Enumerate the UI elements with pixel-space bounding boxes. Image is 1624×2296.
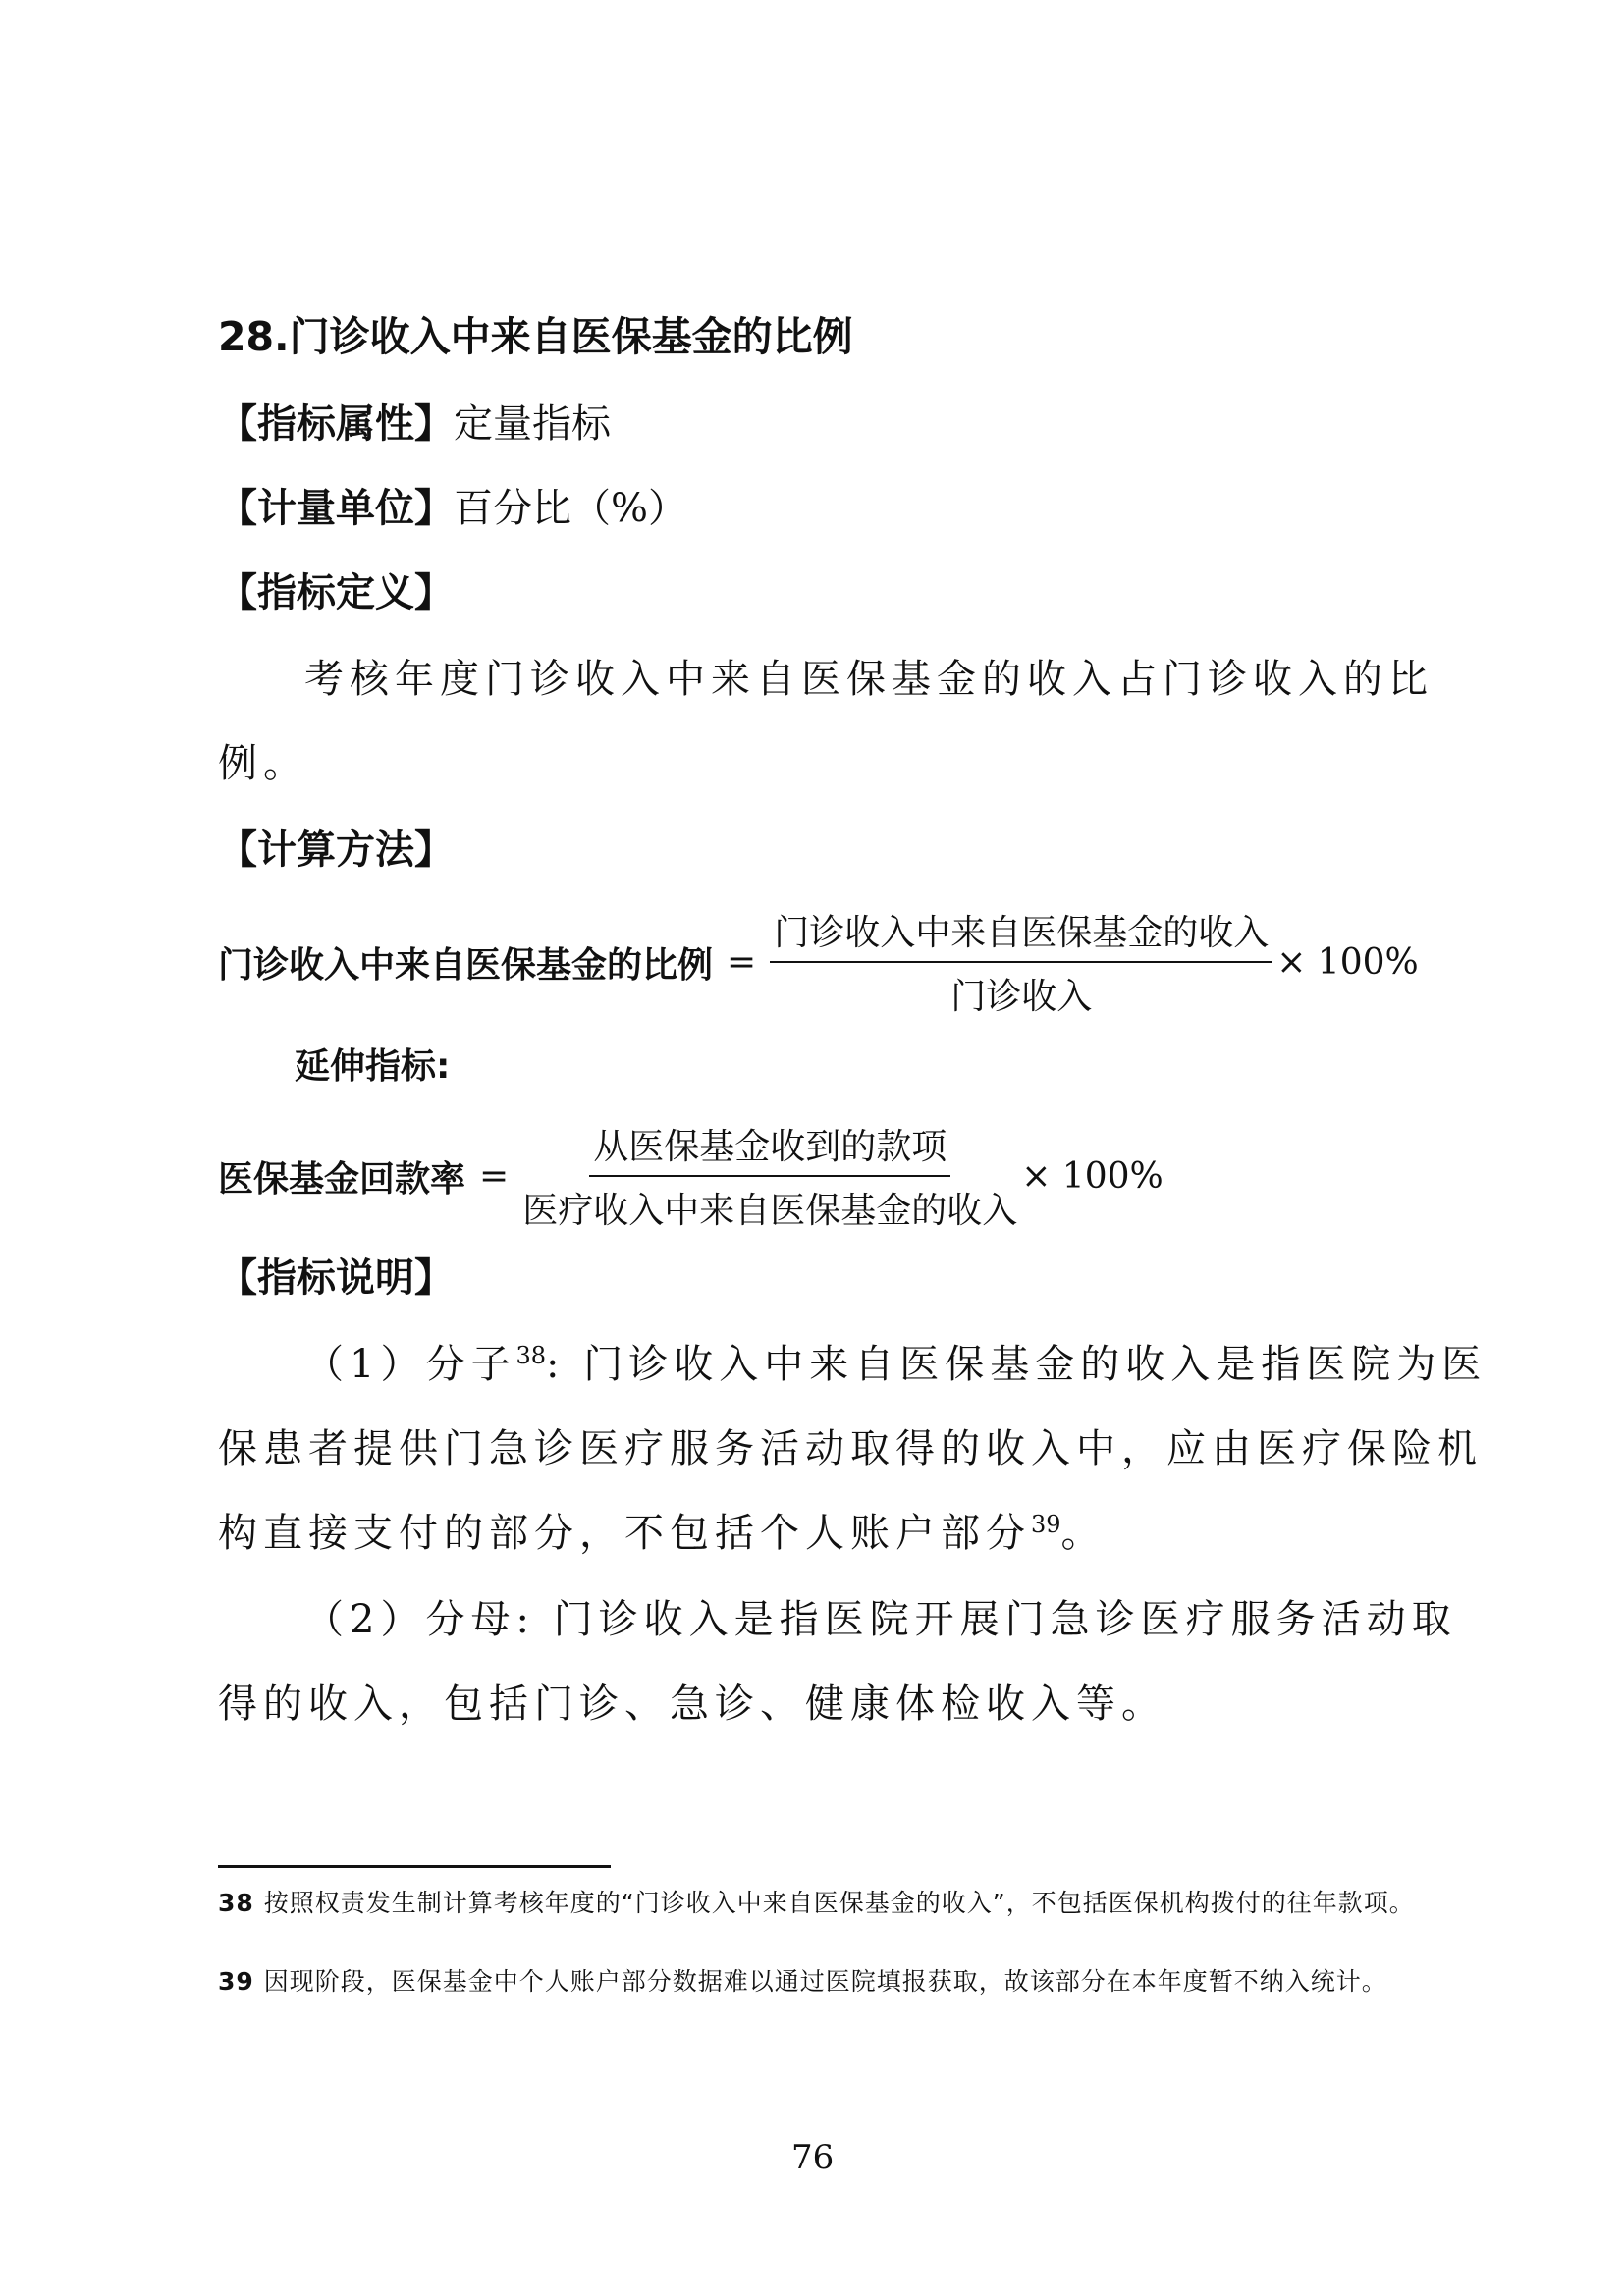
footnote-38-number: 38 <box>218 1889 254 1917</box>
footnote-39 <box>218 1963 1426 2000</box>
formula2-numerator: 从医保基金收到的款项 <box>589 1119 950 1177</box>
attribute-value: 定量指标 <box>454 401 611 447</box>
formula1-name: 门诊收入中来自医保基金的比例 <box>218 944 714 986</box>
formula-outpatient-ratio <box>218 905 1419 1019</box>
p1-line3-end: 。 <box>1060 1511 1107 1556</box>
footnote-ref-39: 39 <box>1031 1511 1061 1538</box>
definition-text-line-1: 考核年度门诊收入中来自医保基金的收入占门诊收入的比 <box>304 657 1434 702</box>
numerator-text: : 门诊收入中来自医保基金的收入是指医院为医 <box>546 1342 1488 1387</box>
explanation-p1-line-2: 保患者提供门急诊医疗服务活动取得的收入中，应由医疗保险机 <box>218 1426 1483 1471</box>
explanation-label: 【指标说明】 <box>218 1255 454 1301</box>
formula2-name: 医保基金回款率 <box>218 1158 466 1200</box>
explanation-p2-line-1: （2）分母: 门诊收入是指医院开展门急诊医疗服务活动取 <box>304 1597 1457 1642</box>
formula2-fraction <box>522 1119 1017 1233</box>
numerator-heading: （1）分子 <box>304 1342 516 1387</box>
formula1-equals: = <box>727 941 757 983</box>
explanation-p1-line-3 <box>218 1502 1107 1558</box>
definition-label: 【指标定义】 <box>218 570 454 615</box>
section-title: 28.门诊收入中来自医保基金的比例 <box>218 313 853 360</box>
formula1-denominator: 门诊收入 <box>950 977 1093 1017</box>
attribute-line <box>218 393 611 449</box>
p1-line3-text: 构直接支付的部分，不包括个人账户部分 <box>218 1511 1031 1556</box>
unit-label: 【计量单位】 <box>218 486 454 531</box>
formula-repayment-rate <box>218 1119 1164 1233</box>
definition-text-line-2: 例。 <box>218 741 308 786</box>
footnote-38-text: 按照权责发生制计算考核年度的“门诊收入中来自医保基金的收入”，不包括医保机构拨付的往年款项。 <box>263 1889 1415 1917</box>
definition-label-line <box>218 561 454 617</box>
formula2-denominator: 医疗收入中来自医保基金的收入 <box>522 1191 1018 1231</box>
unit-line <box>218 477 687 533</box>
formula1-fraction <box>770 905 1272 1019</box>
formula2-multiplier: × 100% <box>1021 1155 1164 1197</box>
explanation-label-line <box>218 1247 454 1303</box>
method-label-line <box>218 819 454 875</box>
footnote-39-text: 因现阶段，医保基金中个人账户部分数据难以通过医院填报获取，故该部分在本年度暂不纳入统计。 <box>263 1967 1387 1996</box>
page-number: 76 <box>791 2138 835 2177</box>
footnote-separator <box>218 1865 611 1868</box>
explanation-p2-line-2: 得的收入，包括门诊、急诊、健康体检收入等。 <box>218 1682 1166 1727</box>
footnote-39-number: 39 <box>218 1967 254 1996</box>
unit-value: 百分比（%） <box>454 486 688 531</box>
footnote-38 <box>218 1885 1426 1921</box>
formula1-multiplier: × 100% <box>1276 941 1419 983</box>
extension-label: 延伸指标: <box>295 1046 451 1087</box>
formula2-equals: = <box>479 1155 510 1197</box>
explanation-p1-line-1 <box>304 1333 1487 1389</box>
method-label: 【计算方法】 <box>218 828 454 873</box>
footnote-ref-38: 38 <box>515 1342 546 1369</box>
formula1-numerator: 门诊收入中来自医保基金的收入 <box>770 905 1272 963</box>
attribute-label: 【指标属性】 <box>218 401 454 447</box>
